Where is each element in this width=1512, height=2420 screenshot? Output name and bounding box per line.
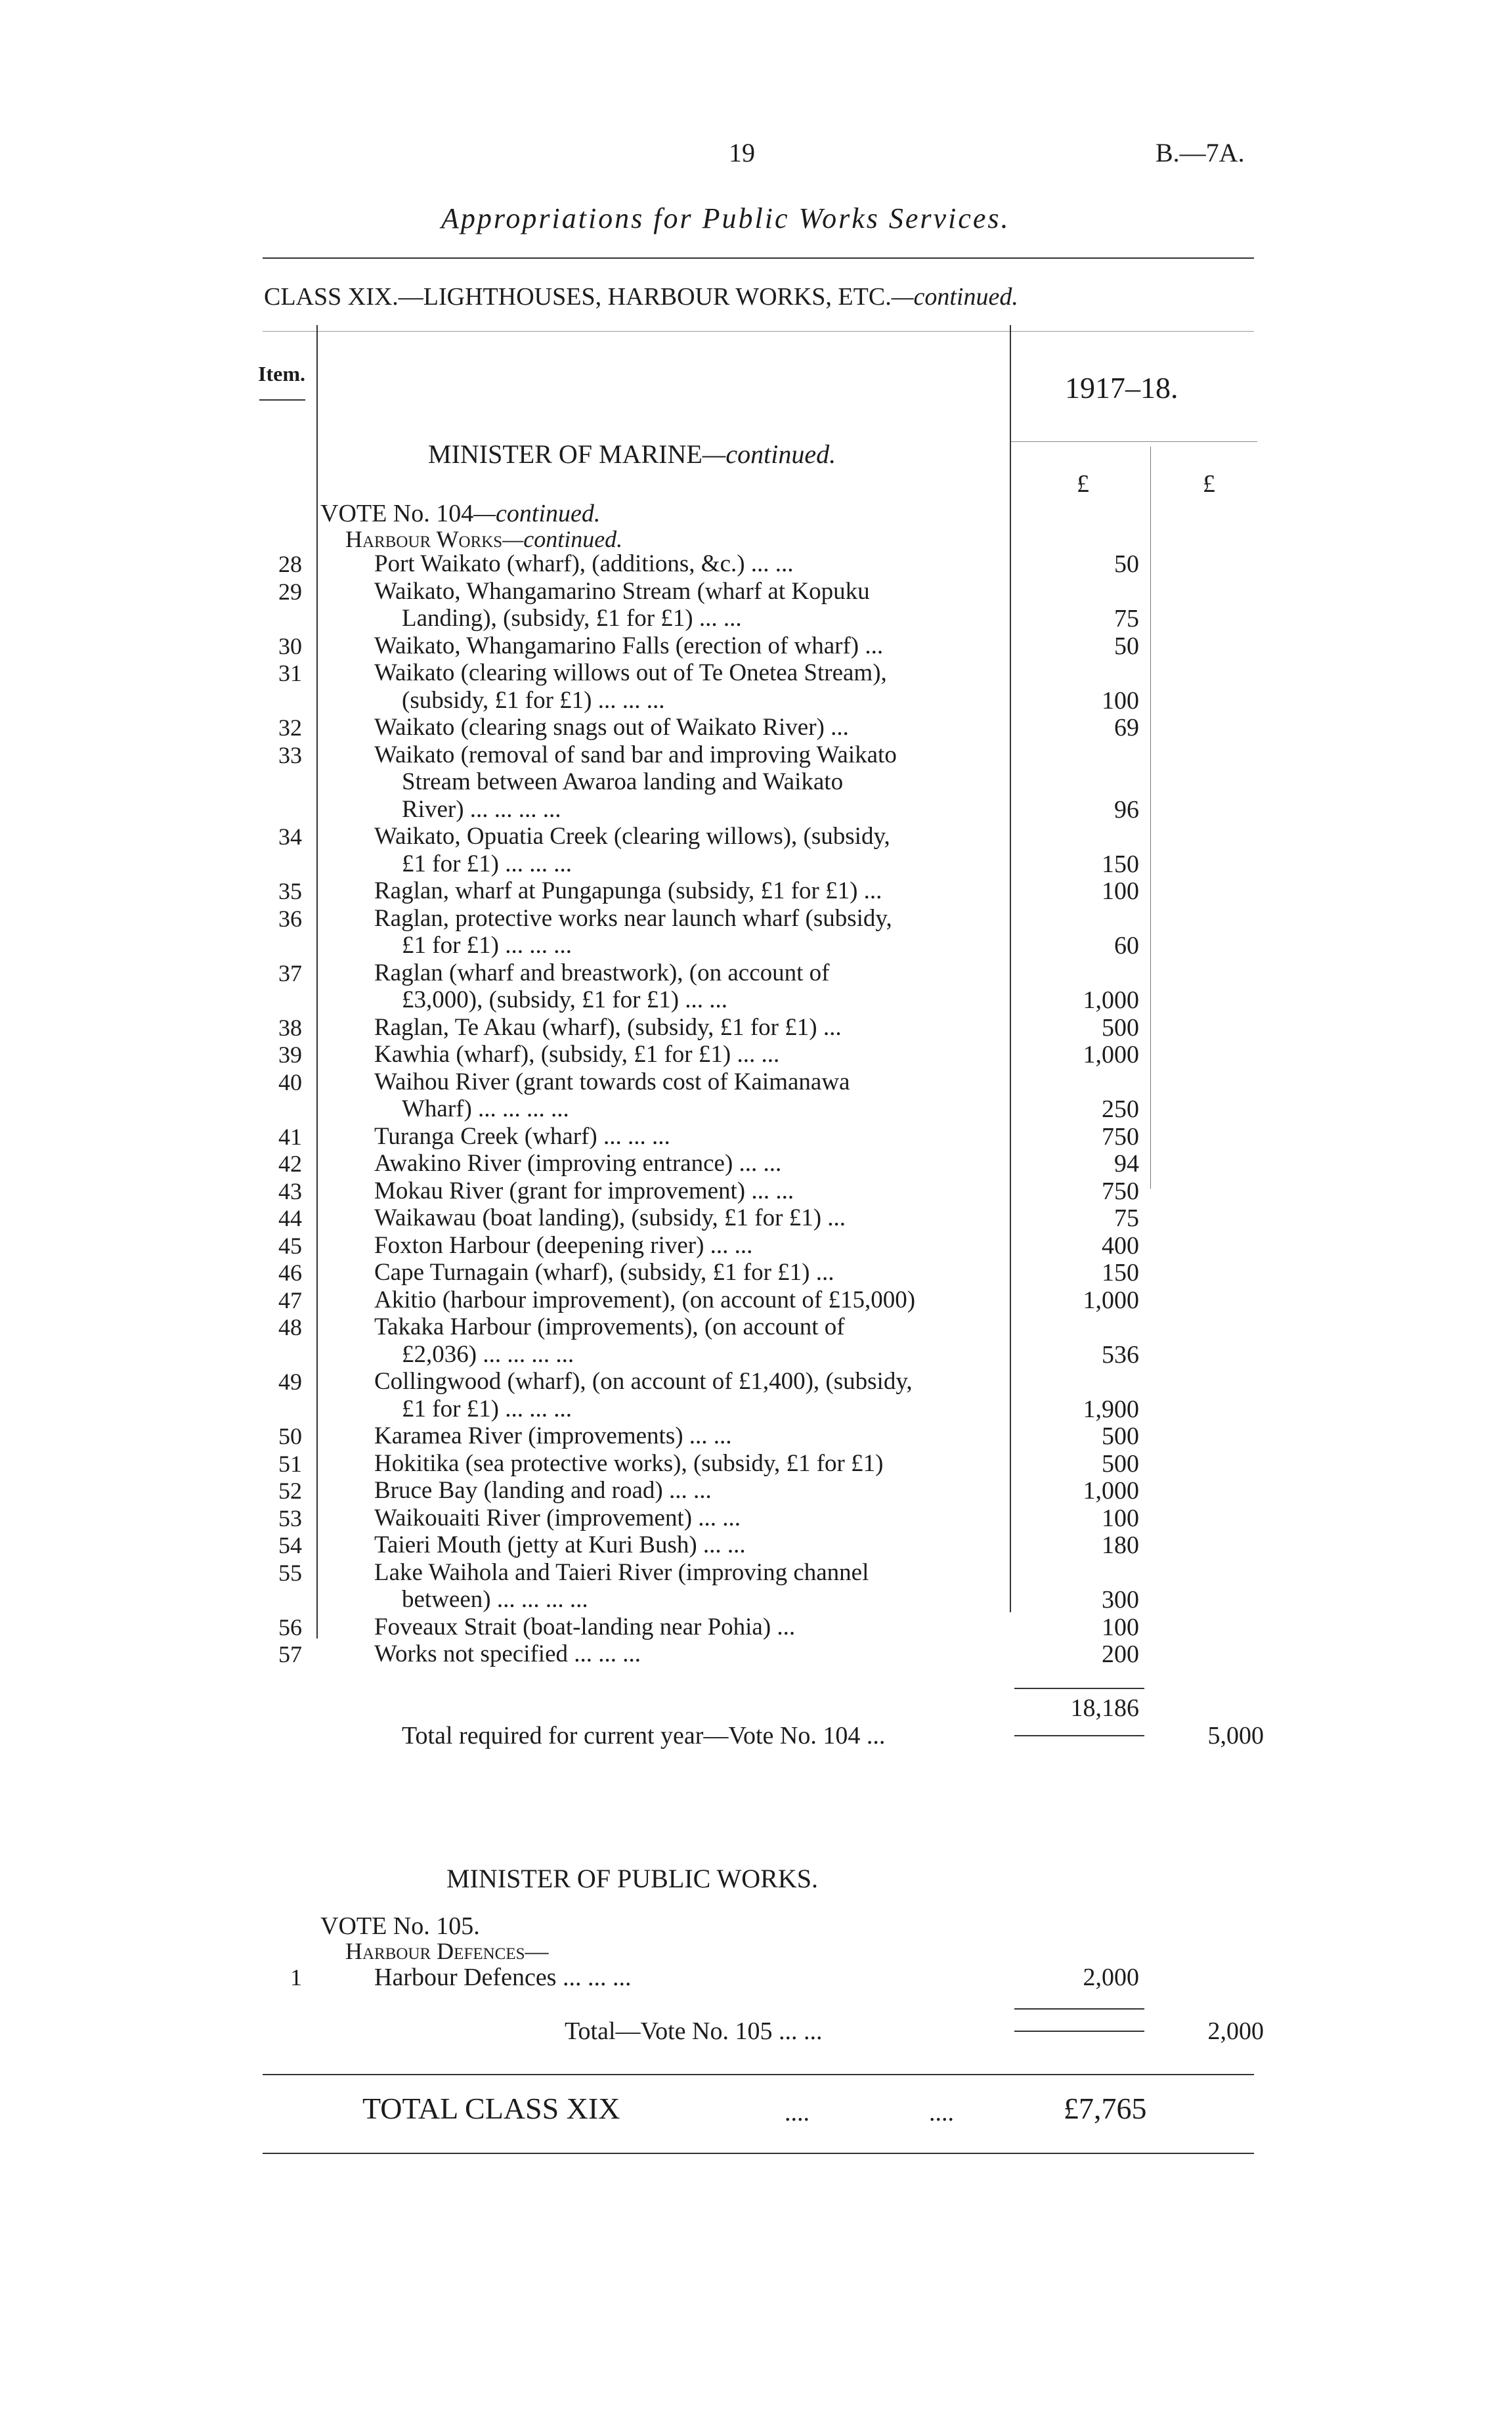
- harbour-works-heading: [345, 525, 622, 553]
- item-description-line: Stream between Awaroa landing and Waikato: [402, 768, 844, 795]
- item-amount: 536: [1102, 1340, 1139, 1369]
- item-description-line: Waikato, Opuatia Creek (clearing willows), (subsidy,: [374, 823, 890, 850]
- harbour-defences-item-label: Harbour Defences ... ... ...: [374, 1964, 632, 1991]
- item-number: 36: [278, 905, 302, 932]
- class-heading-suffix: —continued.: [891, 283, 1018, 311]
- item-amount: 500: [1102, 1013, 1139, 1042]
- vote-104-total-rule: [1014, 1735, 1144, 1736]
- item-description-line: £3,000), (subsidy, £1 for £1) ... ...: [402, 986, 728, 1013]
- item-amount: 100: [1102, 686, 1139, 715]
- item-number: 38: [278, 1014, 302, 1041]
- class-heading-text: CLASS XIX.—LIGHTHOUSES, HARBOUR WORKS, ETC.: [264, 283, 892, 311]
- item-number: 46: [278, 1260, 302, 1286]
- minister-marine-suffix: —continued.: [702, 439, 836, 469]
- document-reference: B.—7A.: [1156, 138, 1245, 167]
- item-number: 29: [278, 578, 302, 605]
- item-number: 56: [278, 1614, 302, 1640]
- item-amount: 1,000: [1083, 1041, 1139, 1068]
- item-description-line: Foxton Harbour (deepening river) ... ...: [374, 1231, 753, 1259]
- vote-104-total: 5,000: [1207, 1722, 1264, 1749]
- item-number: 57: [278, 1641, 302, 1667]
- item-description-line: Kawhia (wharf), (subsidy, £1 for £1) ... ...: [374, 1041, 780, 1068]
- minister-marine-text: MINISTER OF MARINE: [428, 439, 702, 469]
- grand-total-amount: £7,765: [1064, 2092, 1147, 2125]
- item-amount: 180: [1102, 1531, 1139, 1559]
- item-number: 42: [278, 1151, 302, 1177]
- item-description-line: Raglan, protective works near launch wharf (subsidy,: [374, 904, 892, 932]
- class-heading-rule: [263, 331, 1254, 332]
- item-amount: 200: [1102, 1640, 1139, 1668]
- item-description-line: Akitio (harbour improvement), (on account of £15,000): [374, 1286, 916, 1313]
- item-number: 35: [278, 878, 302, 904]
- harbour-works-text: Harbour Works: [345, 526, 503, 552]
- item-number: 50: [278, 1423, 302, 1449]
- item-description-line: £2,036) ... ... ... ...: [402, 1340, 574, 1368]
- vote-104-text: VOTE No. 104: [320, 500, 474, 527]
- item-amount: 75: [1114, 1204, 1139, 1232]
- class-heading: [264, 282, 1018, 311]
- pound-column-2-header: £: [1203, 470, 1215, 498]
- harbour-defences-item-number: 1: [290, 1964, 302, 1991]
- harbour-works-suffix: —continued.: [502, 526, 623, 552]
- grand-total-bottom-rule: [263, 2153, 1254, 2154]
- item-number: 39: [278, 1042, 302, 1068]
- item-column-divider: [316, 325, 318, 1639]
- item-description-line: Waikato, Whangamarino Stream (wharf at Kopuku: [374, 577, 870, 605]
- item-amount: 750: [1102, 1177, 1139, 1205]
- item-amount: 500: [1102, 1422, 1139, 1450]
- page-title: Appropriations for Public Works Services.: [441, 202, 1010, 234]
- item-description-line: Collingwood (wharf), (on account of £1,400), (subsidy,: [374, 1368, 913, 1395]
- item-number: 28: [278, 551, 302, 577]
- amount-column-divider: [1150, 447, 1151, 1189]
- item-description-line: Raglan (wharf and breastwork), (on account of: [374, 959, 830, 986]
- vote-105-total: 2,000: [1207, 2017, 1264, 2045]
- item-description-line: Raglan, wharf at Pungapunga (subsidy, £1 for £1) ...: [374, 877, 882, 904]
- item-number: 31: [278, 660, 302, 686]
- item-description-line: between) ... ... ... ...: [402, 1586, 588, 1613]
- item-description-line: Hokitika (sea protective works), (subsidy, £1 for £1): [374, 1449, 884, 1477]
- item-amount: 100: [1102, 1613, 1139, 1641]
- item-amount: 69: [1114, 714, 1139, 741]
- item-description-line: Waikouaiti River (improvement) ... ...: [374, 1504, 741, 1531]
- item-description-line: Foveaux Strait (boat-landing near Pohia) ...: [374, 1613, 796, 1640]
- item-amount: 150: [1102, 850, 1139, 878]
- item-number: 53: [278, 1505, 302, 1531]
- item-description-line: Takaka Harbour (improvements), (on account of: [374, 1313, 845, 1340]
- item-number: 44: [278, 1205, 302, 1231]
- year-column-header: 1917–18.: [1065, 371, 1178, 405]
- grand-total-label: TOTAL CLASS XIX: [362, 2092, 620, 2125]
- item-header-underline: [259, 399, 305, 401]
- page-number: 19: [729, 138, 755, 167]
- item-description-line: £1 for £1) ... ... ...: [402, 1395, 572, 1422]
- vote-105-rule: [1014, 2008, 1144, 2010]
- year-header-underline: [1011, 441, 1257, 442]
- item-number: 55: [278, 1559, 302, 1586]
- item-number: 47: [278, 1287, 302, 1313]
- item-number: 45: [278, 1232, 302, 1259]
- item-description-line: (subsidy, £1 for £1) ... ... ...: [402, 686, 665, 714]
- item-amount: 96: [1114, 795, 1139, 824]
- item-description-line: Turanga Creek (wharf) ... ... ...: [374, 1122, 670, 1150]
- item-description-line: Waikato (clearing willows out of Te Onetea Stream),: [374, 659, 887, 686]
- item-amount: 750: [1102, 1122, 1139, 1151]
- item-number: 37: [278, 959, 302, 986]
- item-number: 30: [278, 632, 302, 659]
- vote-104-heading: [320, 499, 600, 528]
- item-amount: 300: [1102, 1586, 1139, 1614]
- item-number: 48: [278, 1314, 302, 1340]
- item-amount: 50: [1114, 632, 1139, 660]
- grand-total-dots-2: ....: [929, 2099, 954, 2126]
- harbour-defences-amount: 2,000: [1083, 1964, 1139, 1991]
- minister-public-works-heading: MINISTER OF PUBLIC WORKS.: [446, 1864, 818, 1893]
- item-description-line: Raglan, Te Akau (wharf), (subsidy, £1 for £1) ...: [374, 1013, 842, 1041]
- item-description-line: Port Waikato (wharf), (additions, &c.) ... ...: [374, 550, 794, 577]
- item-amount: 1,900: [1083, 1395, 1139, 1423]
- vote-104-subtotal: 18,186: [1070, 1694, 1139, 1722]
- item-description-line: Landing), (subsidy, £1 for £1) ... ...: [402, 605, 742, 632]
- item-amount: 50: [1114, 550, 1139, 578]
- item-description-line: Awakino River (improving entrance) ... ...: [374, 1150, 782, 1177]
- item-amount: 500: [1102, 1449, 1139, 1478]
- item-amount: 150: [1102, 1259, 1139, 1287]
- item-description-line: Waikato (clearing snags out of Waikato River) ...: [374, 714, 849, 741]
- item-number: 34: [278, 824, 302, 850]
- item-number: 51: [278, 1450, 302, 1477]
- pound-column-1-header: £: [1077, 470, 1089, 498]
- item-description-line: Waikawau (boat landing), (subsidy, £1 for £1) ...: [374, 1204, 846, 1231]
- item-description-line: Waikato, Whangamarino Falls (erection of wharf) ...: [374, 632, 884, 659]
- header-rule: [263, 257, 1254, 259]
- item-description-line: Mokau River (grant for improvement) ... ...: [374, 1177, 794, 1204]
- item-amount: 1,000: [1083, 986, 1139, 1014]
- subtotal-rule: [1014, 1688, 1144, 1689]
- item-description-line: Waikato (removal of sand bar and improving Waikato: [374, 741, 897, 768]
- item-number: 49: [278, 1369, 302, 1395]
- item-amount: 75: [1114, 605, 1139, 632]
- item-number: 40: [278, 1068, 302, 1095]
- item-description-line: Taieri Mouth (jetty at Kuri Bush) ... ...: [374, 1531, 746, 1558]
- vote-105-heading: VOTE No. 105.: [320, 1912, 480, 1940]
- vote-104-suffix: —continued.: [473, 500, 601, 527]
- item-description-line: Cape Turnagain (wharf), (subsidy, £1 for £1) ...: [374, 1259, 834, 1286]
- item-amount: 1,000: [1083, 1286, 1139, 1314]
- item-amount: 100: [1102, 1504, 1139, 1532]
- vote-105-total-rule: [1014, 2031, 1144, 2032]
- item-number: 32: [278, 715, 302, 741]
- item-amount: 1,000: [1083, 1477, 1139, 1505]
- grand-total-dots-1: ....: [785, 2099, 810, 2126]
- minister-marine-heading: [428, 439, 836, 470]
- vote-104-total-label: Total required for current year—Vote No. 104 ...: [402, 1722, 886, 1749]
- item-description-line: £1 for £1) ... ... ...: [402, 850, 572, 877]
- item-description-line: Bruce Bay (landing and road) ... ...: [374, 1477, 712, 1504]
- description-column-divider: [1010, 325, 1011, 1612]
- item-description-line: Karamea River (improvements) ... ...: [374, 1422, 732, 1449]
- item-amount: 60: [1114, 932, 1139, 959]
- item-amount: 94: [1114, 1150, 1139, 1177]
- vote-105-total-label: Total—Vote No. 105 ... ...: [565, 2017, 823, 2045]
- item-number: 43: [278, 1177, 302, 1204]
- item-number: 52: [278, 1478, 302, 1504]
- item-description-line: Waihou River (grant towards cost of Kaimanawa: [374, 1068, 850, 1095]
- item-number: 41: [278, 1123, 302, 1150]
- item-description-line: River) ... ... ... ...: [402, 795, 561, 823]
- item-column-header: Item.: [258, 362, 305, 385]
- grand-total-top-rule: [263, 2074, 1254, 2075]
- item-number: 54: [278, 1532, 302, 1558]
- item-description-line: Lake Waihola and Taieri River (improving channel: [374, 1558, 869, 1586]
- item-description-line: Wharf) ... ... ... ...: [402, 1095, 569, 1122]
- item-amount: 250: [1102, 1095, 1139, 1123]
- harbour-defences-heading: Harbour Defences—: [345, 1938, 549, 1964]
- item-description-line: £1 for £1) ... ... ...: [402, 932, 572, 959]
- item-number: 33: [278, 741, 302, 768]
- item-description-line: Works not specified ... ... ...: [374, 1640, 641, 1667]
- item-amount: 400: [1102, 1231, 1139, 1260]
- item-amount: 100: [1102, 877, 1139, 905]
